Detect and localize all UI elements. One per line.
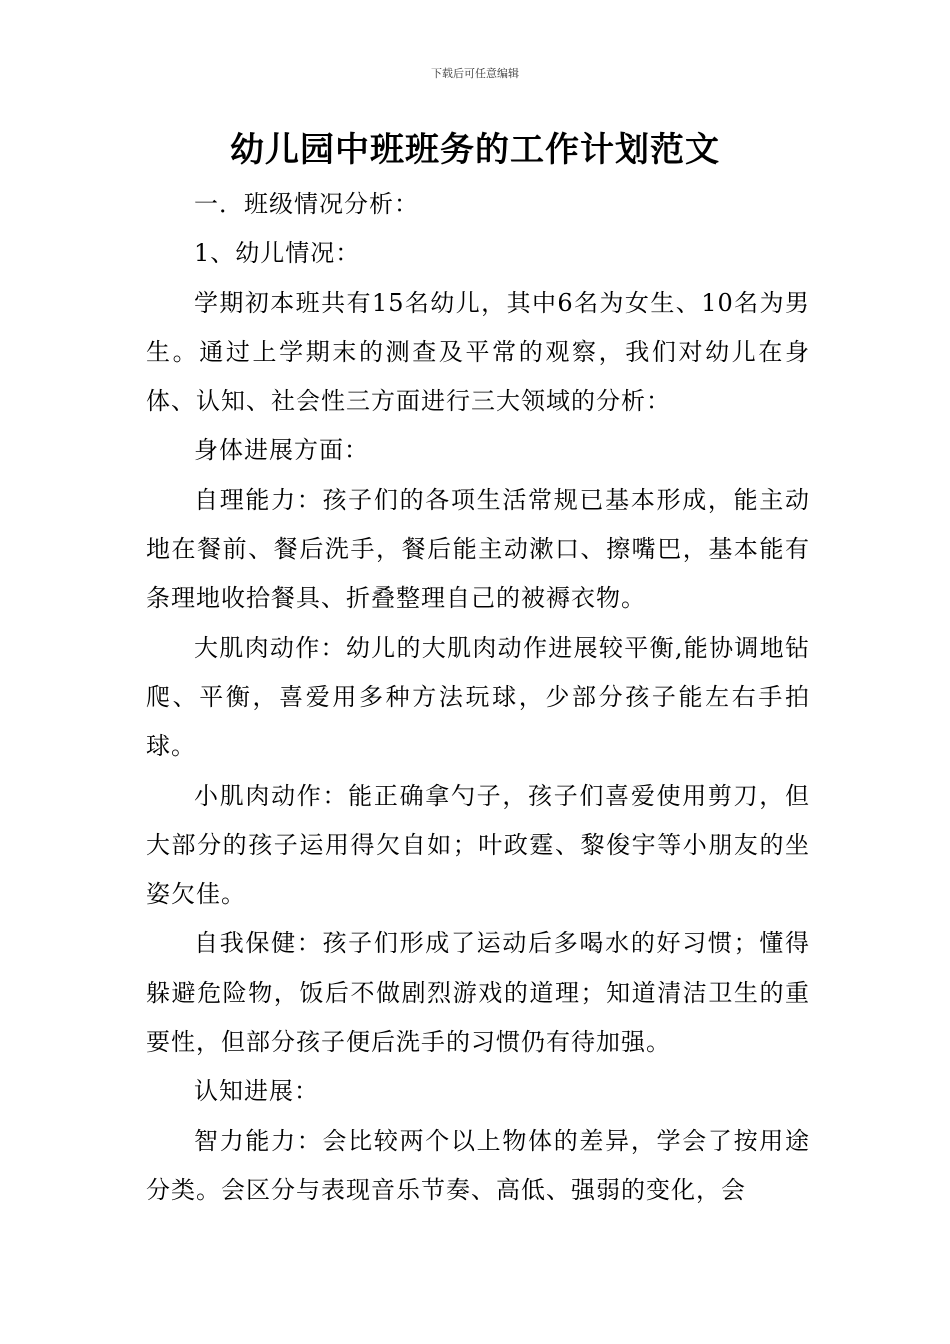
subheading-physical-development: 身体进展方面： bbox=[194, 436, 369, 465]
paragraph-enrollment: 学期初本班共有15名幼儿，其中6名为女生、10名为男生。通过上学期末的测查及平常的观察，我们对幼儿在身体、认知、社会性三方面进行三大领域的分析： bbox=[146, 288, 810, 416]
document-title: 幼儿园中班班务的工作计划范文 bbox=[230, 130, 720, 170]
header-note: 下载后可任意编辑 bbox=[431, 67, 519, 80]
paragraph-self-health: 自我保健：孩子们形成了运动后多喝水的好习惯；懂得躲避危险物，饭后不做剧烈游戏的道理；知道清洁卫生的重要性，但部分孩子便后洗手的习惯仍有待加强。 bbox=[146, 929, 810, 1057]
paragraph-fine-motor: 小肌肉动作：能正确拿勺子，孩子们喜爱使用剪刀，但大部分的孩子运用得欠自如；叶政霆、黎俊宇等小朋友的坐姿欠佳。 bbox=[146, 781, 810, 909]
section-heading-class-analysis: 一．班级情况分析： bbox=[194, 190, 419, 218]
paragraph-gross-motor: 大肌肉动作：幼儿的大肌肉动作进展较平衡,能协调地钻爬、平衡，喜爱用多种方法玩球，少部分孩子能左右手拍球。 bbox=[146, 633, 810, 761]
document-body bbox=[146, 180, 810, 1215]
subheading-cognitive-development: 认知进展： bbox=[194, 1077, 319, 1106]
paragraph-intellectual-ability: 智力能力：会比较两个以上物体的差异，学会了按用途分类。会区分与表现音乐节奏、高低、强弱的变化，会 bbox=[146, 1126, 810, 1204]
subheading-children-situation: 1、幼儿情况： bbox=[194, 239, 361, 268]
paragraph-self-care: 自理能力：孩子们的各项生活常规已基本形成，能主动地在餐前、餐后洗手，餐后能主动漱口、擦嘴巴，基本能有条理地收拾餐具、折叠整理自己的被褥衣物。 bbox=[146, 485, 810, 613]
